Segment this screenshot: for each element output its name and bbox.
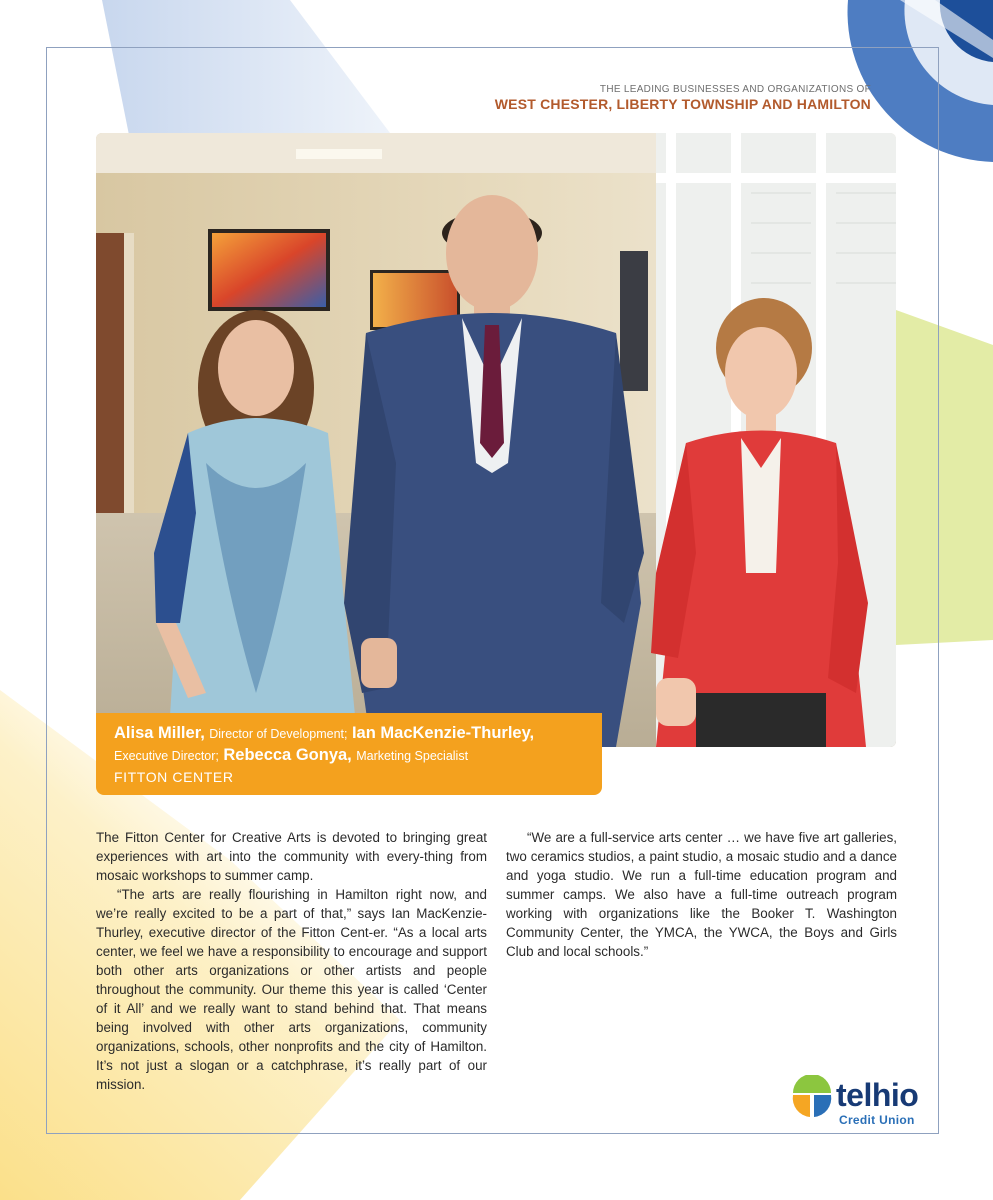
staff-photo (96, 133, 896, 747)
header-kicker: THE LEADING BUSINESSES AND ORGANIZATIONS OF (599, 84, 871, 95)
article-paragraph-1: The Fitton Center for Creative Arts is devoted to bringing great experiences with art into the community with every-thing from mosaic workshops to summer camp. (96, 830, 487, 883)
telhio-logo-icon (789, 1075, 835, 1121)
person1-name: Alisa Miller, (114, 724, 205, 742)
person3-name: Rebecca Gonya, (223, 746, 352, 764)
article-column-right (506, 828, 897, 961)
telhio-wordmark: telhio (836, 1077, 919, 1113)
telhio-subtitle: Credit Union (839, 1113, 915, 1127)
telhio-logo (789, 1073, 931, 1129)
person2-role: Executive Director; (114, 749, 219, 763)
person3-role: Marketing Specialist (356, 749, 469, 763)
article-column-left (96, 828, 487, 1094)
photo-caption (96, 713, 602, 795)
article-paragraph-2: “The arts are really flourishing in Hamilton right now, and we’re really excited to be a part of that,” says Ian MacKenzie-Thurley, executive director of the Fitton Cent-er. “As a local arts center, we feel we have a responsibility to encourage and support both other arts organizations or other artists and people throughout the community. Our theme this year is called ‘Center of it All’ and we really want to stand behind that. That means being involved with other arts organizations, community organizations, schools, other nonprofits and the city of Hamilton. It’s not just a slogan or a catchphrase, it’s really part of our mission. (96, 887, 487, 1092)
caption-line-2 (114, 745, 586, 767)
article-paragraph-3: “We are a full-service arts center … we have five art galleries, two ceramics studios, a paint studio, a mosaic studio and a dance and yoga studio. We run a full-time education program and summer camps. We also have a full-time outreach program working with organizations like the Booker T. Washington Community Center, the YMCA, the YWCA, the Boys and Girls Club and local schools.” (506, 830, 897, 959)
caption-organization: FITTON CENTER (114, 769, 234, 785)
header-region: WEST CHESTER, LIBERTY TOWNSHIP AND HAMILTON (494, 96, 871, 112)
person1-role: Director of Development; (209, 727, 348, 741)
caption-line-1 (114, 723, 586, 745)
page-header (495, 84, 871, 112)
person2-name: Ian MacKenzie-Thurley, (351, 724, 535, 742)
